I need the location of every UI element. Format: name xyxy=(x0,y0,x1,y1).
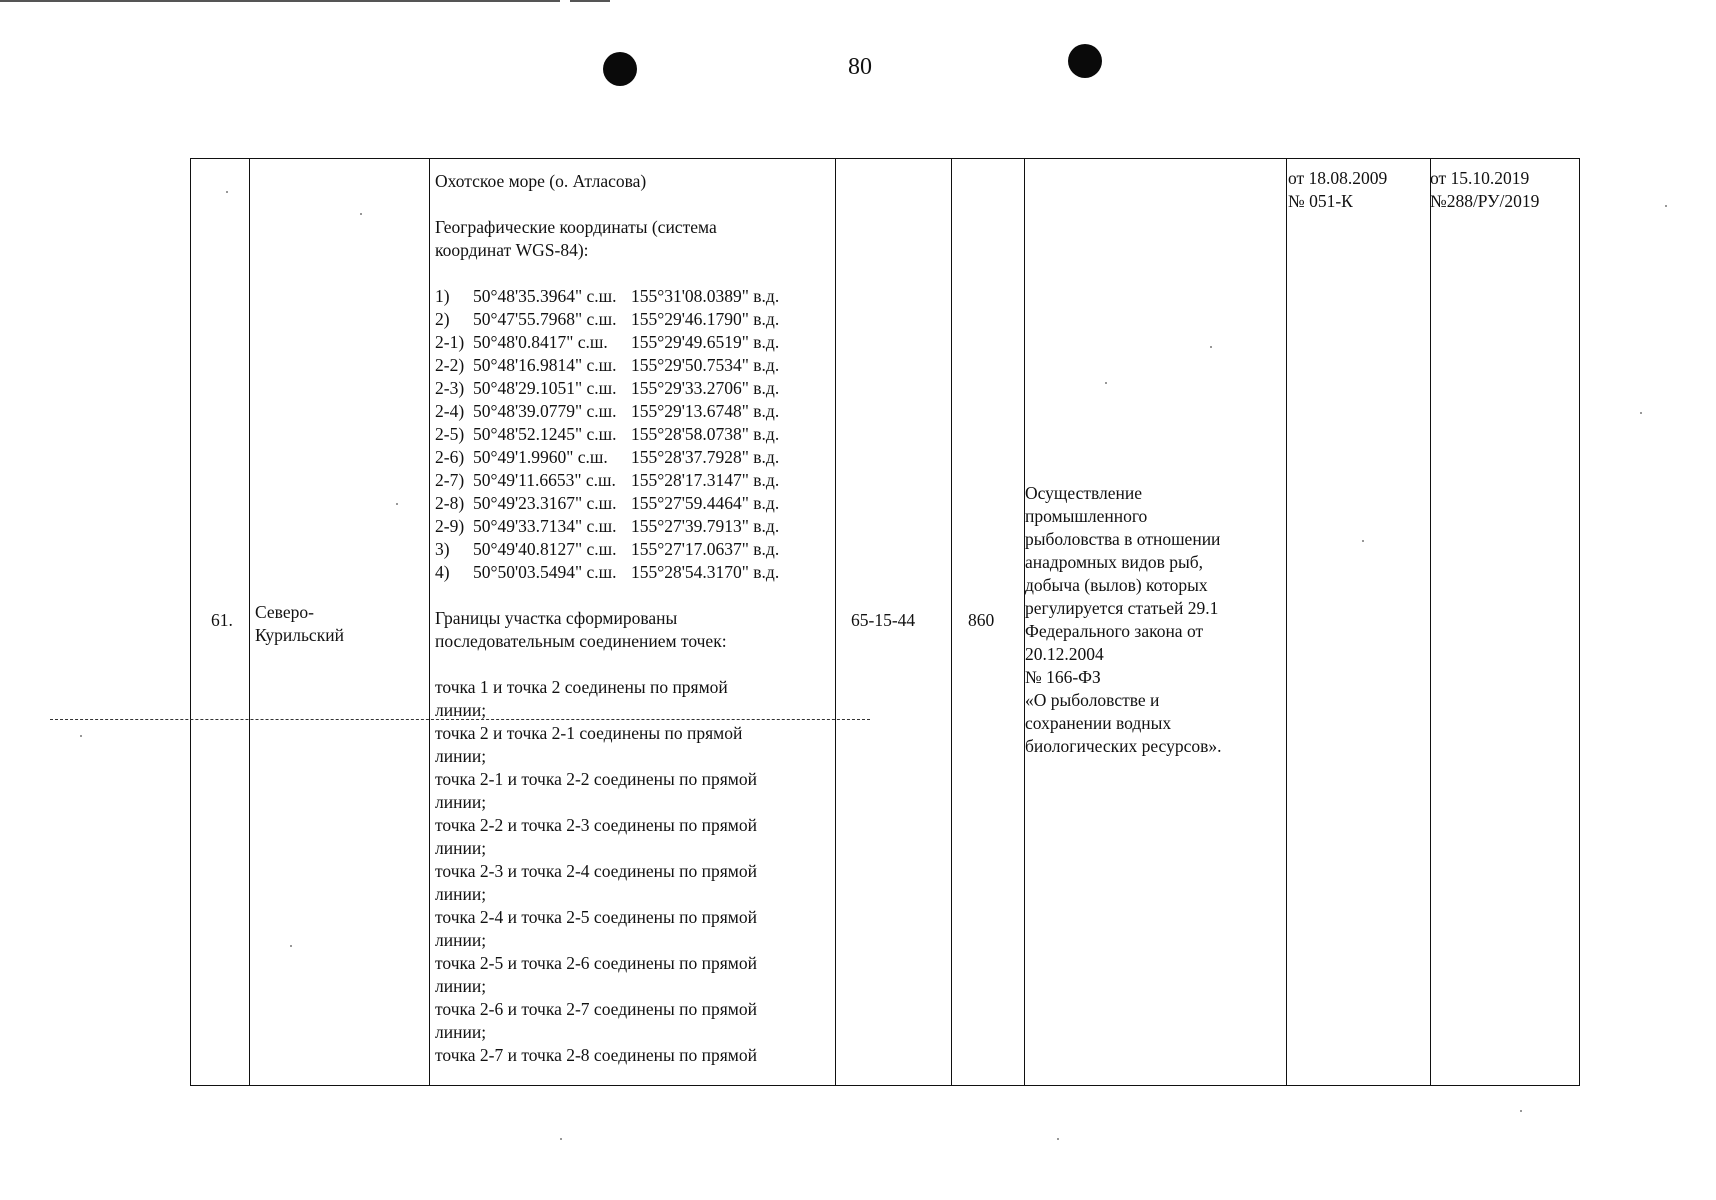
scan-speck xyxy=(360,213,362,215)
agreement-date xyxy=(1430,167,1570,213)
purpose-line: анадромных видов рыб, xyxy=(1025,552,1203,572)
area-name-line: Курильский xyxy=(255,625,344,645)
connection-line: линии; xyxy=(435,700,487,720)
list-item xyxy=(435,354,835,377)
purpose-line: биологических ресурсов». xyxy=(1025,736,1222,756)
point-label: 1) xyxy=(435,286,450,306)
connection-line: линии; xyxy=(435,746,487,766)
scan-speck xyxy=(80,735,82,737)
list-item xyxy=(435,285,835,308)
latitude: 50°48'0.8417" с.ш. xyxy=(473,332,608,352)
longitude: 155°29'46.1790" в.д. xyxy=(631,309,780,329)
list-item xyxy=(435,331,835,354)
list-item xyxy=(435,469,835,492)
latitude: 50°48'16.9814" с.ш. xyxy=(473,355,617,375)
point-label: 2-2) xyxy=(435,355,465,375)
cell-agreement-date xyxy=(1431,159,1580,1086)
scan-speck xyxy=(560,1138,562,1140)
connection-line: точка 2-2 и точка 2-3 соединены по прямой xyxy=(435,815,757,835)
point-label: 2-4) xyxy=(435,401,465,421)
latitude: 50°48'39.0779" с.ш. xyxy=(473,401,617,421)
scan-speck xyxy=(396,503,398,505)
latitude: 50°49'40.8127" с.ш. xyxy=(473,539,617,559)
purpose-line: сохранении водных xyxy=(1025,713,1172,733)
sea-name: Охотское море (о. Атласова) xyxy=(435,171,647,191)
connection-line: точка 2-6 и точка 2-7 соединены по прямой xyxy=(435,999,757,1019)
point-label: 2-5) xyxy=(435,424,465,444)
area-size: 860 xyxy=(968,610,995,630)
connection-line: точка 2 и точка 2-1 соединены по прямой xyxy=(435,723,743,743)
point-label: 2-3) xyxy=(435,378,465,398)
connection-line: линии; xyxy=(435,884,487,904)
scan-speck xyxy=(1665,205,1667,207)
purpose-line: промышленного xyxy=(1025,506,1148,526)
decision-date xyxy=(1288,167,1428,213)
scan-artifact-line xyxy=(50,719,870,721)
purpose-line: регулируется статьей 29.1 xyxy=(1025,598,1219,618)
point-label: 2-6) xyxy=(435,447,465,467)
connection-line: точка 2-4 и точка 2-5 соединены по прямой xyxy=(435,907,757,927)
latitude: 50°48'29.1051" с.ш. xyxy=(473,378,617,398)
longitude: 155°28'37.7928" в.д. xyxy=(631,447,780,467)
connection-line: линии; xyxy=(435,930,487,950)
coords-heading: Географические координаты (система xyxy=(435,217,717,237)
longitude: 155°29'49.6519" в.д. xyxy=(631,332,780,352)
longitude: 155°27'59.4464" в.д. xyxy=(631,493,780,513)
scan-speck xyxy=(226,191,228,193)
scan-speck xyxy=(290,945,292,947)
latitude: 50°50'03.5494" с.ш. xyxy=(473,562,617,582)
point-label: 2) xyxy=(435,309,450,329)
punch-hole-right xyxy=(1068,44,1102,78)
list-item xyxy=(435,400,835,423)
scan-speck xyxy=(1210,346,1212,348)
area-name-line: Северо- xyxy=(255,602,314,622)
purpose-line: рыболовства в отношении xyxy=(1025,529,1221,549)
purpose-line: Федерального закона от xyxy=(1025,621,1204,641)
latitude: 50°49'11.6653" с.ш. xyxy=(473,470,616,490)
list-item xyxy=(435,515,835,538)
connection-line: точка 2-3 и точка 2-4 соединены по прямой xyxy=(435,861,757,881)
list-item xyxy=(435,423,835,446)
scan-speck xyxy=(1057,1138,1059,1140)
connection-line: точка 2-5 и точка 2-6 соединены по прямой xyxy=(435,953,757,973)
connection-line: линии; xyxy=(435,976,487,996)
list-item xyxy=(435,561,835,584)
purpose-line: «О рыболовстве и xyxy=(1025,690,1160,710)
connection-line: точка 2-7 и точка 2-8 соединены по прямой xyxy=(435,1045,757,1065)
latitude: 50°49'23.3167" с.ш. xyxy=(473,493,617,513)
longitude: 155°31'08.0389" в.д. xyxy=(631,286,780,306)
list-item xyxy=(435,538,835,561)
point-label: 2-1) xyxy=(435,332,465,352)
longitude: 155°29'33.2706" в.д. xyxy=(631,378,780,398)
purpose-line: Осуществление xyxy=(1025,483,1143,503)
coords-heading: координат WGS-84): xyxy=(435,240,589,260)
point-label: 2-8) xyxy=(435,493,465,513)
purpose-text xyxy=(1025,482,1275,758)
description-block xyxy=(435,170,835,1067)
bounds-heading: последовательным соединением точек: xyxy=(435,631,727,651)
agreement-number-line: №288/РУ/2019 xyxy=(1430,191,1540,211)
longitude: 155°28'58.0738" в.д. xyxy=(631,424,780,444)
list-item xyxy=(435,492,835,515)
latitude: 50°49'33.7134" с.ш. xyxy=(473,516,617,536)
point-label: 2-7) xyxy=(435,470,465,490)
bounds-heading: Границы участка сформированы xyxy=(435,608,678,628)
connections-list xyxy=(435,676,835,1067)
scan-speck xyxy=(1105,382,1107,384)
list-item xyxy=(435,446,835,469)
connection-line: точка 2-1 и точка 2-2 соединены по прямой xyxy=(435,769,757,789)
connection-line: линии; xyxy=(435,838,487,858)
latitude: 50°48'52.1245" с.ш. xyxy=(473,424,617,444)
longitude: 155°27'17.0637" в.д. xyxy=(631,539,780,559)
scan-speck xyxy=(1362,540,1364,542)
purpose-line: добыча (вылов) которых xyxy=(1025,575,1208,595)
scan-speck xyxy=(1520,1110,1522,1112)
purpose-line: 20.12.2004 xyxy=(1025,644,1104,664)
scan-speck xyxy=(1640,412,1642,414)
longitude: 155°29'13.6748" в.д. xyxy=(631,401,780,421)
point-label: 2-9) xyxy=(435,516,465,536)
connection-line: линии; xyxy=(435,792,487,812)
longitude: 155°29'50.7534" в.д. xyxy=(631,355,780,375)
agreement-date-line: от 15.10.2019 xyxy=(1430,168,1530,188)
list-item xyxy=(435,377,835,400)
longitude: 155°27'39.7913" в.д. xyxy=(631,516,780,536)
coordinates-list xyxy=(435,285,835,584)
area-code: 65-15-44 xyxy=(851,610,916,630)
scan-edge-rule xyxy=(570,0,610,2)
longitude: 155°28'17.3147" в.д. xyxy=(631,470,780,490)
longitude: 155°28'54.3170" в.д. xyxy=(631,562,780,582)
decision-number-line: № 051-К xyxy=(1288,191,1353,211)
latitude: 50°48'35.3964" с.ш. xyxy=(473,286,617,306)
scan-edge-rule xyxy=(0,0,560,2)
latitude: 50°47'55.7968" с.ш. xyxy=(473,309,617,329)
cell-decision-date xyxy=(1287,159,1431,1086)
latitude: 50°49'1.9960" с.ш. xyxy=(473,447,608,467)
purpose-line: № 166-ФЗ xyxy=(1025,667,1101,687)
area-name xyxy=(255,601,344,647)
point-label: 4) xyxy=(435,562,450,582)
list-item xyxy=(435,308,835,331)
punch-hole-left xyxy=(603,52,637,86)
page-number: 80 xyxy=(848,54,872,80)
connection-line: точка 1 и точка 2 соединены по прямой xyxy=(435,677,728,697)
row-number: 61. xyxy=(211,610,233,630)
point-label: 3) xyxy=(435,539,450,559)
decision-date-line: от 18.08.2009 xyxy=(1288,168,1388,188)
connection-line: линии; xyxy=(435,1022,487,1042)
